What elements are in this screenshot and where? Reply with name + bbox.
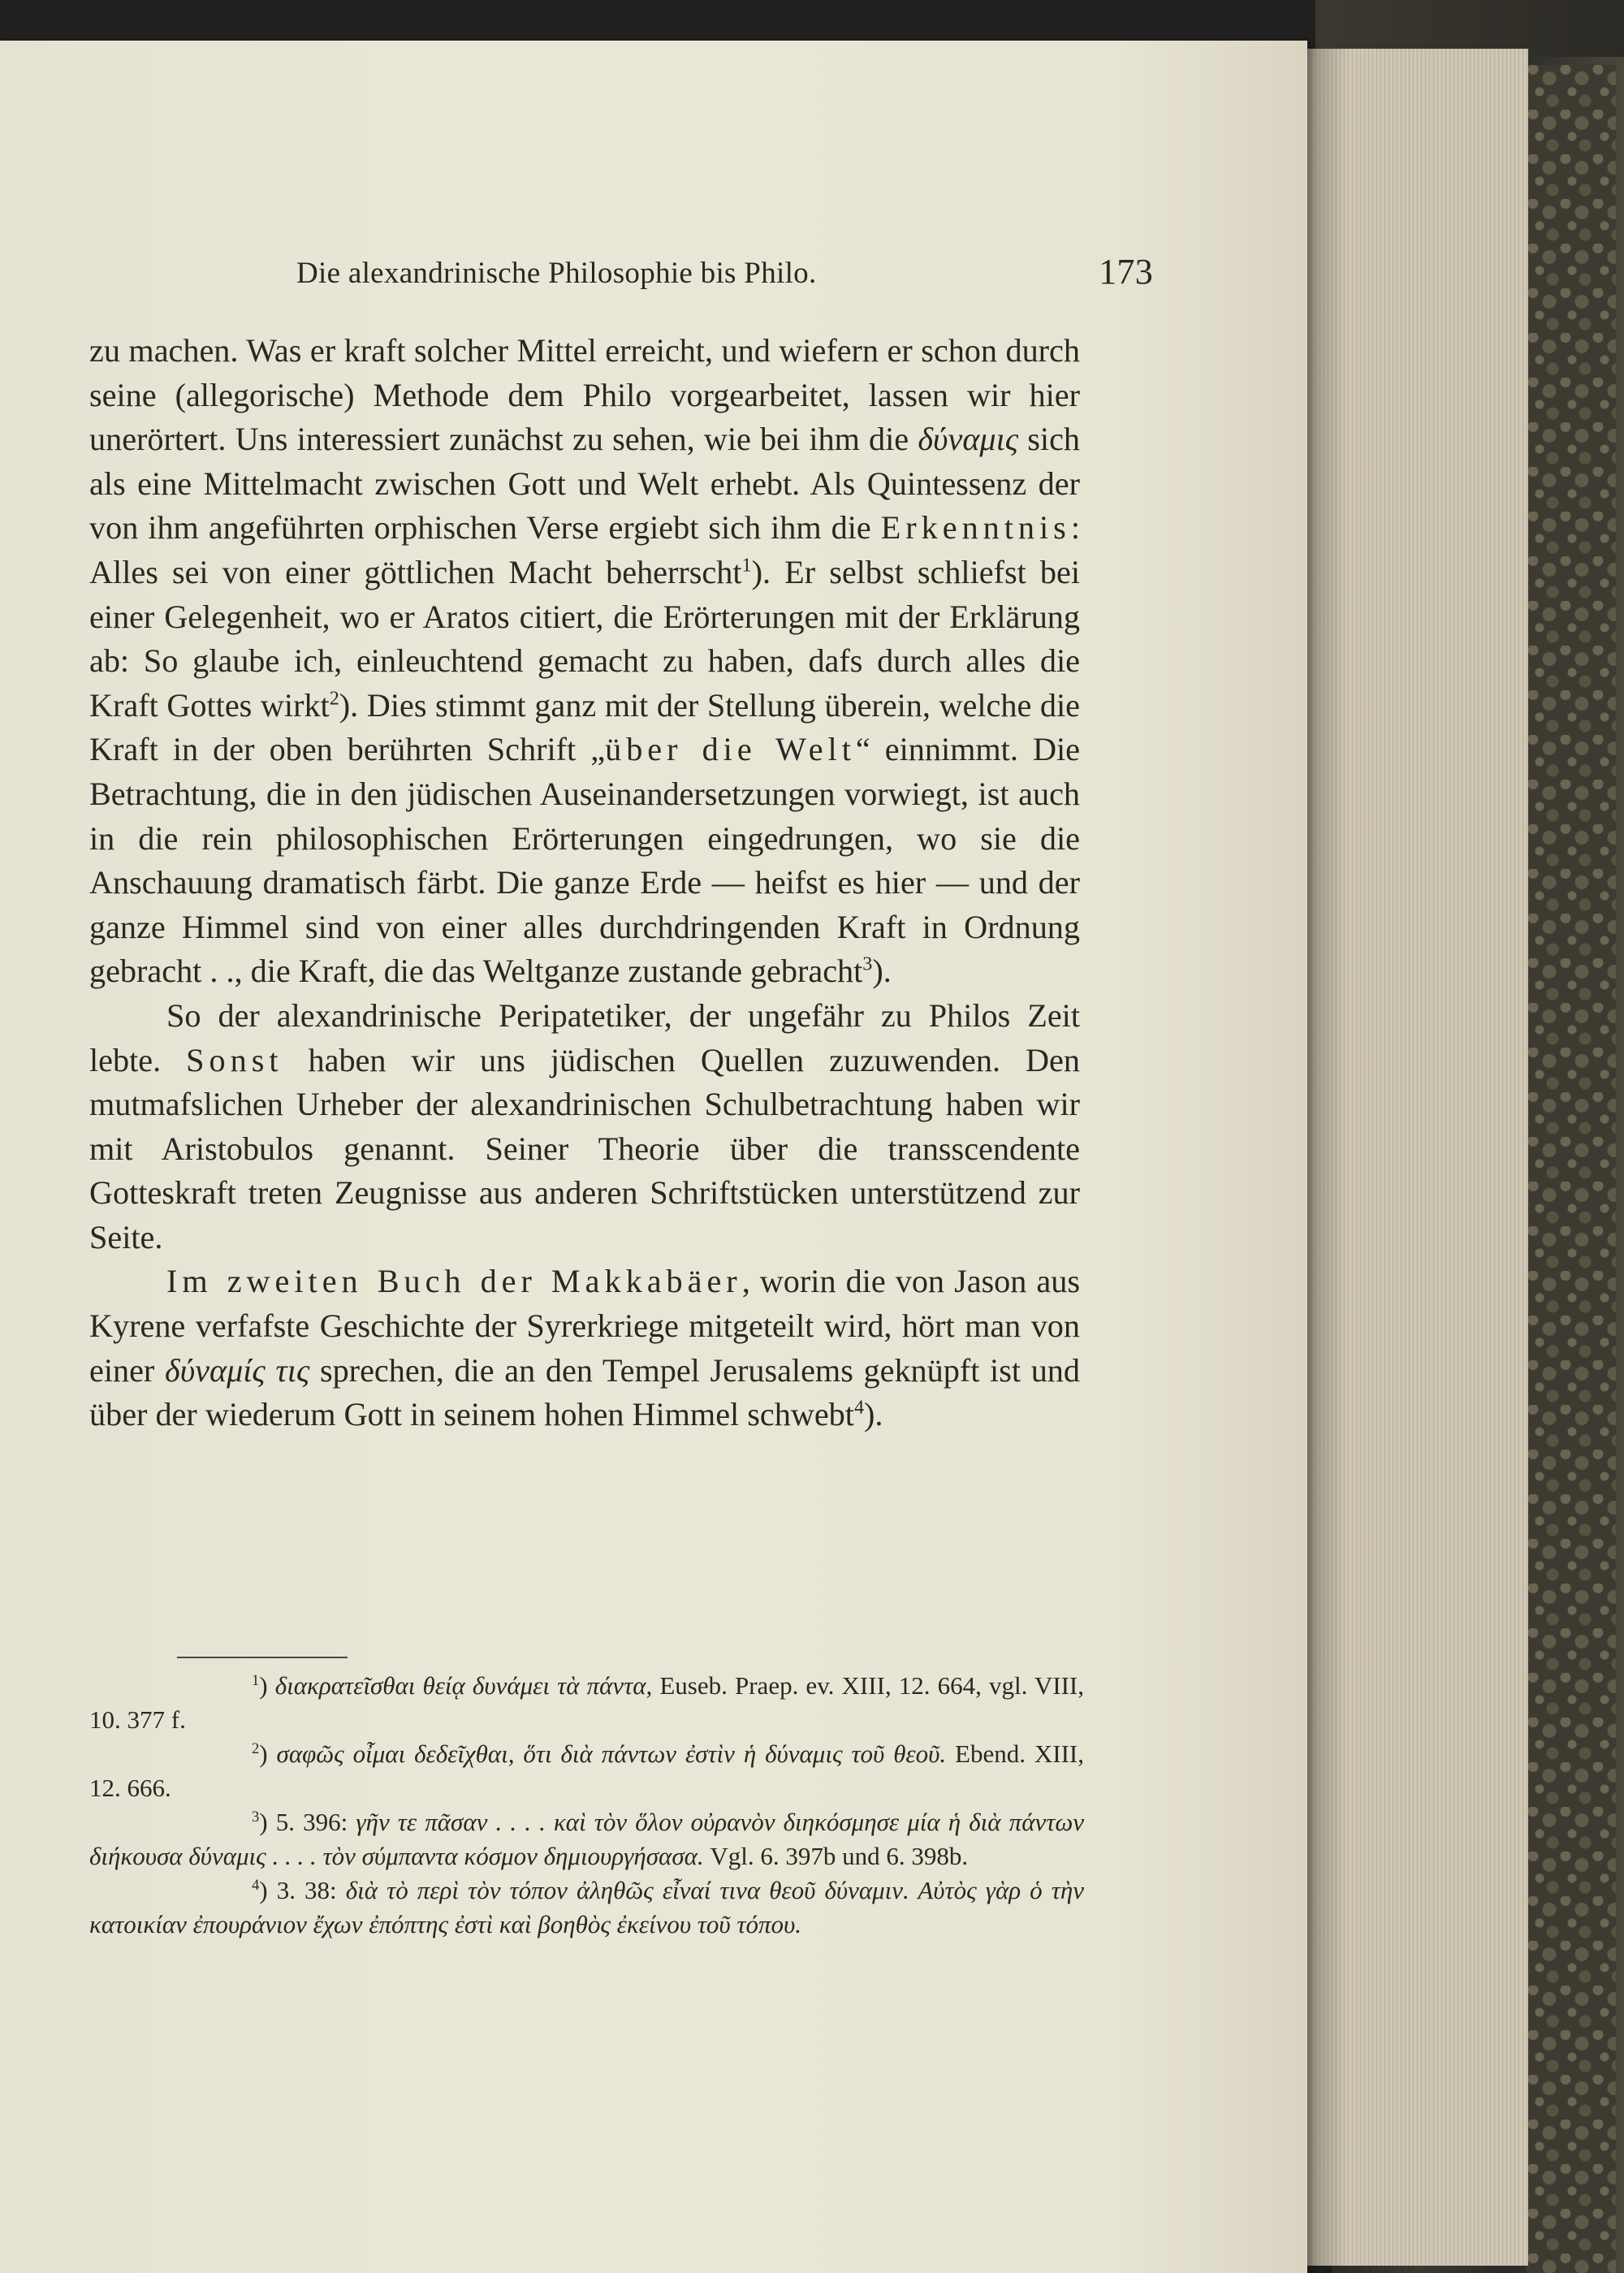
- paragraph-1: [89, 329, 1080, 994]
- spaced-emphasis: über die Welt: [605, 731, 856, 768]
- greek-quote: γῆν τε πᾶσαν . . . . καὶ τὸν ὅλον οὐρανὸν διηκόσμησε μία ἡ διὰ πάντων διήκουσα δύναμις . . . . τὸν σύμπαντα κόσμον δημιουργήσασα.: [89, 1808, 1084, 1870]
- text-run: sprechen, die an den Tempel Jerusalems geknüpft ist und über der wiederum Gott in seinem hohen Himmel schwebt: [89, 1351, 1080, 1433]
- footnotes: [89, 1669, 1084, 1942]
- footnote-1: $^1$) διακρατεῖσθαι θείᾳ δυνάμει τὰ πάντα, Euseb. Praep. ev. XIII, 12. 664, vgl. VIII, 10. 377 f.: [89, 1671, 1084, 1734]
- footnote-ref: 4: [853, 1397, 864, 1419]
- text-run: zu machen. Was er kraft solcher Mittel erreicht, und wiefern er schon durch seine (allegorische) Methode dem Philo vorgearbeitet, lassen wir hier unerörtert. Uns interessiert zunächst zu sehen, wie bei ihm die: [89, 332, 1080, 458]
- text-run: : Alles sei von einer göttlichen Macht beherrscht: [89, 509, 1080, 590]
- text-run: ).: [872, 953, 892, 990]
- footnote-ref: 1: [741, 555, 752, 577]
- body-text: [89, 329, 1080, 1437]
- text-run: “ einnimmt. Die Betrachtung, die in den jüdischen Auseinandersetzungen vorwiegt, ist auch in die rein philosophischen Erörterungen eingedrungen, wo sie die Anschauung dramatisch färbt. Die ganze Erde — heifst es hier — und der ganze Himmel sind von einer alles durchdringenden Kraft in Ordnung gebracht . ., die Kraft, die das Weltganze zustande gebracht: [89, 731, 1080, 990]
- footnote-ref: 2: [329, 688, 339, 710]
- citation: 3. 38:: [276, 1876, 346, 1904]
- page-number: 173: [1099, 252, 1153, 292]
- text-run: ). Dies stimmt ganz mit der Stellung überein, welche die Kraft in der oben berührten Schrift „: [89, 686, 1080, 768]
- text-run: So der alexandrinische Peripatetiker, der ungefähr zu Philos Zeit lebte.: [89, 996, 1080, 1078]
- paragraph-2: [89, 994, 1080, 1260]
- citation: Vgl. 6. 397b und 6. 398b.: [703, 1842, 969, 1870]
- footnote-ref: 3: [862, 953, 873, 975]
- greek-term: δύναμίς τις: [165, 1351, 310, 1389]
- greek-term: δύναμις: [918, 421, 1019, 458]
- text-run: ).: [864, 1396, 883, 1433]
- spaced-emphasis: Sonst: [186, 1041, 283, 1078]
- spaced-emphasis: Erkenntnis: [880, 509, 1071, 547]
- marbled-cover-edge: [1527, 65, 1616, 2273]
- footnote-3: $^3$) 5. 396: γῆν τε πᾶσαν . . . . καὶ τὸν ὅλον οὐρανὸν διηκόσμησε μία ἡ διὰ πάντων διήκουσα δύναμις . . . . τὸν σύμπαντα κόσμον δημιουργήσασα. Vgl. 6. 397b und 6. 398b.: [89, 1808, 1084, 1870]
- text-run: ). Er selbst schliefst bei einer Gelegenheit, wo er Aratos citiert, die Erörterungen mit der Erklärung ab: So glaube ich, einleuchtend gemacht zu haben, dafs durch alles die Kraft Gottes wirkt: [89, 553, 1080, 724]
- spaced-emphasis: Im zweiten Buch der Makkabäer: [166, 1263, 742, 1300]
- paragraph-3: [89, 1260, 1080, 1437]
- text-run: sich als eine Mittelmacht zwischen Gott und Welt erhebt. Als Quintessenz der von ihm angeführten orphischen Verse ergiebt sich ihm die: [89, 421, 1080, 547]
- greek-quote: διὰ τὸ περὶ τὸν τόπον ἀληθῶς εἶναί τινα θεοῦ δύναμιν. Αὐτὸς γὰρ ὁ τὴν κατοικίαν ἐπουράνιον ἔχων ἐπόπτης ἐστὶ καὶ βοηθὸς ἐκείνου τοῦ τόπου.: [89, 1876, 1084, 1938]
- footnote-2: $^2$) σαφῶς οἶμαι δεδεῖχθαι, ὅτι διὰ πάντων ἐστὶν ἡ δύναμις τοῦ θεοῦ. Ebend. XIII, 12. 666.: [89, 1739, 1085, 1802]
- running-head-title: Die alexandrinische Philosophie bis Philo.: [296, 257, 817, 290]
- text-run: haben wir uns jüdischen Quellen zuzuwenden. Den mutmafslichen Urheber der alexandrinischen Schulbetrachtung haben wir mit Aristobulos genannt. Seiner Theorie über die transscendente Gotteskraft treten Zeugnisse aus anderen Schriftstücken unterstützend zur Seite.: [89, 1041, 1080, 1255]
- greek-quote: διακρατεῖσθαι θείᾳ δυνάμει τὰ πάντα,: [274, 1671, 653, 1700]
- greek-quote: σαφῶς οἶμαι δεδεῖχθαι, ὅτι διὰ πάντων ἐστὶν ἡ δύναμις τοῦ θεοῦ.: [276, 1739, 947, 1768]
- footnote-4: $^4$) 3. 38: διὰ τὸ περὶ τὸν τόπον ἀληθῶς εἶναί τινα θεοῦ δύναμιν. Αὐτὸς γὰρ ὁ τὴν κατοικίαν ἐπουράνιον ἔχων ἐπόπτης ἐστὶ καὶ βοηθὸς ἐκείνου τοῦ τόπου.: [89, 1876, 1084, 1938]
- citation: Ebend. XIII, 12. 666.: [89, 1739, 1085, 1802]
- citation: 5. 396:: [275, 1808, 356, 1836]
- footnote-separator: [177, 1657, 348, 1658]
- book-page: [0, 41, 1307, 2273]
- text-run: , worin die von Jason aus Kyrene verfafste Geschichte der Syrerkriege mitgeteilt wird, hört man von einer: [89, 1263, 1080, 1389]
- running-head: [296, 252, 1153, 296]
- citation: Euseb. Praep. ev. XIII, 12. 664, vgl. VIII, 10. 377 f.: [89, 1671, 1084, 1734]
